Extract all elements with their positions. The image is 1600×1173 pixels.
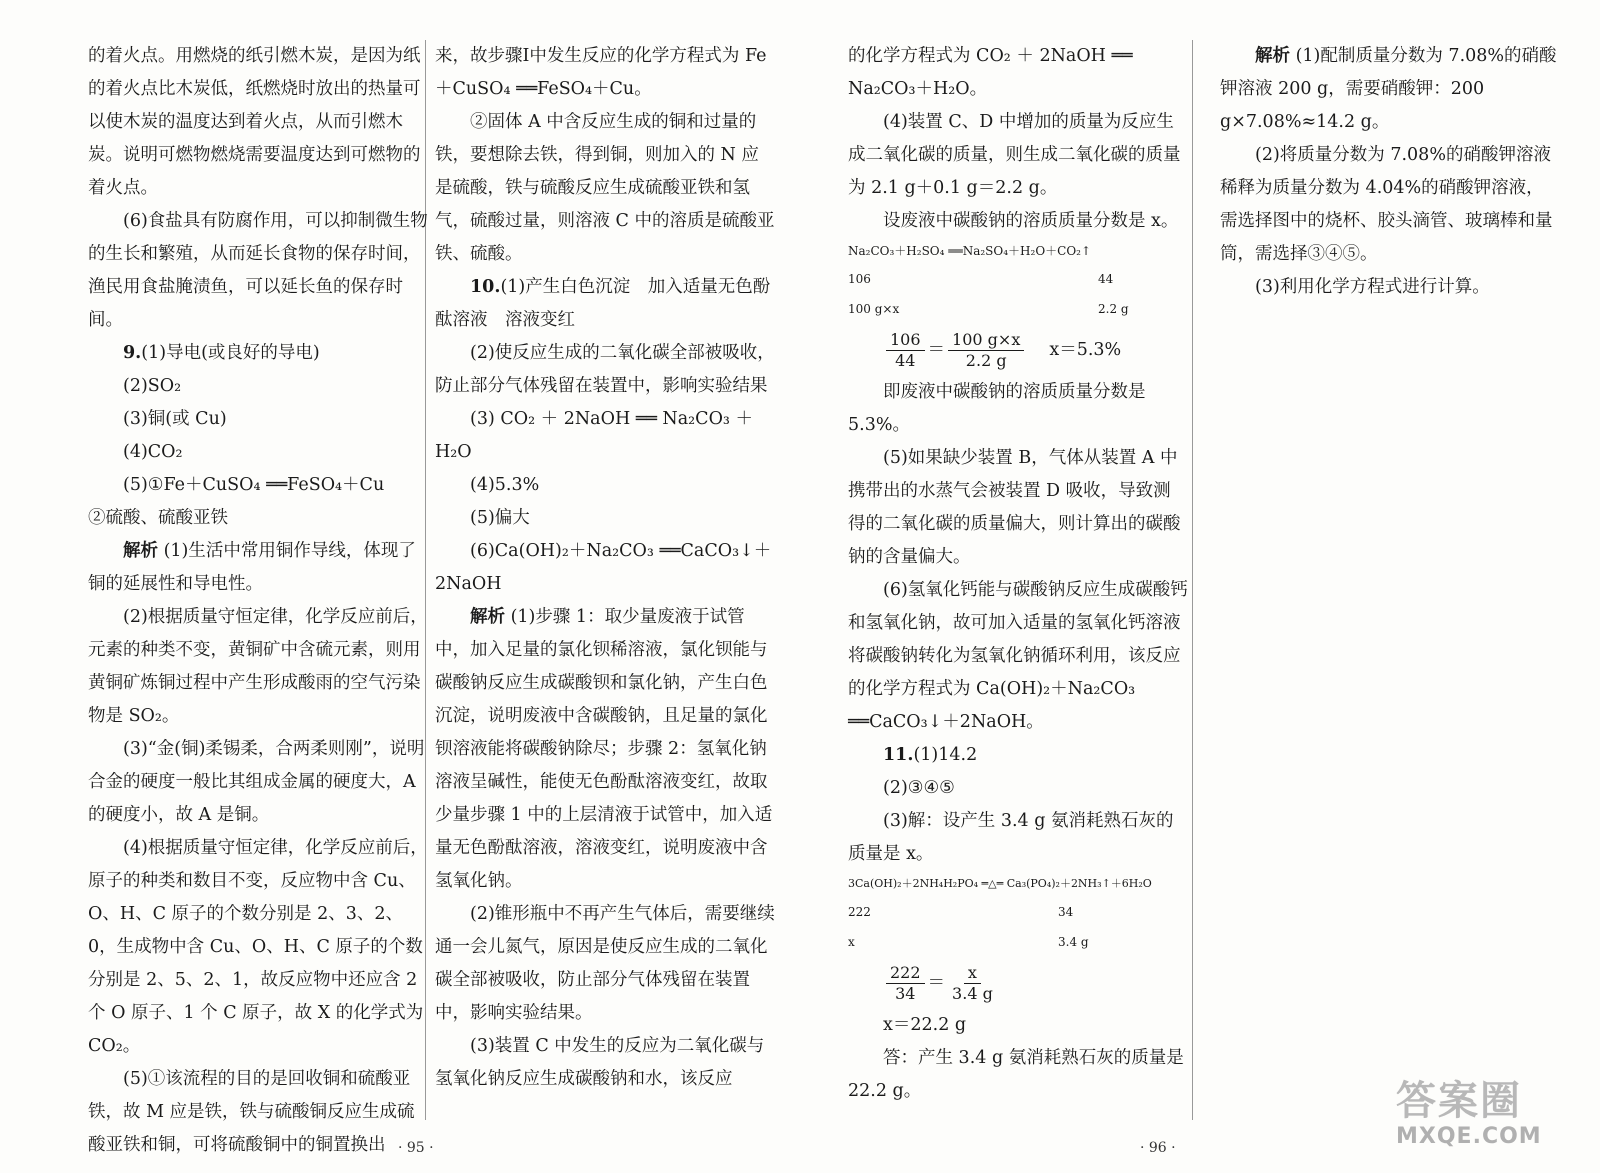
left-page-column-1: [88, 40, 428, 1162]
text-paragraph: (6)食盐具有防腐作用，可以抑制微生物的生长和繁殖，从而延长食物的保存时间，渔民用食盐腌渍鱼，可以延长鱼的保存时间。: [88, 211, 428, 330]
mass-value: 2.2 g: [1098, 302, 1129, 316]
equation-ratio-row: [848, 264, 1188, 294]
answer-10-5: (5)偏大: [470, 508, 530, 528]
analysis-11-3: (3)利用化学方程式进行计算。: [1255, 277, 1490, 297]
fraction: $\frac{222}{34}$: [886, 963, 925, 1004]
answer-9-5-2: ②硫酸、硫酸亚铁: [88, 508, 228, 528]
analysis-10-6: (6)氢氧化钙能与碳酸钠反应生成碳酸钙和氢氧化钠，故可加入适量的氢氧化钙溶液将碳酸钠转化为氢氧化钠循环利用，该反应的化学方程式为 Ca(OH)₂＋Na₂CO₃ ══CaCO₃↓＋2NaOH。: [848, 580, 1188, 732]
answer-9-3: (3)铜(或 Cu): [123, 409, 227, 429]
equation-mass-row: [848, 927, 1188, 957]
question-number-9: 9.: [123, 343, 142, 363]
analysis-10-4-result: 即废液中碳酸钠的溶质质量分数是 5.3%。: [848, 382, 1146, 435]
equation-ratio-row: [848, 897, 1188, 927]
analysis-10-4-set: 设废液中碳酸钠的溶质质量分数是 x。: [883, 211, 1179, 231]
analysis-10-2: (2)锥形瓶中不再产生气体后，需要继续通一会儿氮气，原因是使反应生成的二氧化碳全部被吸收，防止部分气体残留在装置中，影响实验结果。: [435, 904, 775, 1023]
answer-10-6: (6)Ca(OH)₂＋Na₂CO₃ ══CaCO₃↓＋2NaOH: [435, 541, 772, 594]
analysis-9-3: (3)“金(铜)柔锡柔，合两柔则刚”，说明合金的硬度一般比其组成金属的硬度大，A 的硬度小，故 A 是铜。: [88, 739, 425, 825]
watermark-logo: [1396, 1078, 1576, 1158]
answer-9-2: (2)SO₂: [123, 376, 182, 396]
ratio-value: 222: [848, 905, 871, 919]
proportion-equation: $\frac{106}{44}$ ＝ $\frac{100 g\times x}{2.2 g}$ x＝5.3%: [848, 324, 1188, 376]
answer-10-2: (2)使反应生成的二氧化碳全部被吸收，防止部分气体残留在装置中，影响实验结果: [435, 343, 775, 396]
right-page-column-2: [1220, 40, 1560, 304]
equation-mass-row: [848, 294, 1188, 324]
answer-10-1: 10.(1)产生白色沉淀 加入适量无色酚酞溶液 溶液变红: [435, 277, 771, 330]
fraction: $\frac{106}{44}$: [886, 330, 925, 371]
analysis-9-5: (5)①该流程的目的是回收铜和硫酸亚铁，故 M 应是铁，铁与硫酸铜反应生成硫酸亚铁和铜，可将硫酸铜中的铜置换出: [88, 1069, 415, 1155]
analysis-11-1: 解析 (1)配制质量分数为 7.08%的硝酸钾溶液 200 g，需要硝酸钾：200 g×7.08%≈14.2 g。: [1220, 46, 1557, 132]
equation-na2co3-h2so4: Na₂CO₃＋H₂SO₄ ══Na₂SO₄＋H₂O＋CO₂↑: [848, 244, 1092, 258]
answer-11-2: (2)③④⑤: [883, 778, 955, 798]
analysis-label: 解析: [1255, 46, 1290, 66]
proportion-equation: $\frac{222}{34}$ ＝ $\frac{x}{3.4 g}$: [848, 957, 1188, 1009]
fraction: $\frac{x}{3.4 g}$: [952, 962, 993, 1003]
question-number-11: 11.: [883, 745, 914, 765]
analysis-10-1: 解析 (1)步骤 1：取少量废液于试管中，加入足量的氯化钡稀溶液，氯化钡能与碳酸钠反应生成碳酸钡和氯化钠，产生白色沉淀，说明废液中含碳酸钠，且足量的氯化钡溶液能将碳酸钠除尽；步骤 2：氢氧化钠溶液呈碱性，能使无色酚酞溶液变红，故取少量步骤 1 中的上层清液于试管中，加入适量无色酚酞溶液，溶液变红，说明废液中含氢氧化钠。: [435, 607, 773, 891]
analysis-9-1: 解析 (1)生活中常用铜作导线，体现了铜的延展性和导电性。: [88, 541, 416, 594]
text-paragraph: 来，故步骤Ⅰ中发生反应的化学方程式为 Fe＋CuSO₄ ══FeSO₄＋Cu。: [435, 46, 767, 99]
left-page-column-2: [435, 40, 775, 1096]
right-page-column-divider: [1192, 40, 1193, 1120]
analysis-9-5-2: ②固体 A 中含反应生成的铜和过量的铁，要想除去铁，得到铜，则加入的 N 应是硫酸，铁与硫酸反应生成硫酸亚铁和氢气，硫酸过量，则溶液 C 中的溶质是硫酸亚铁、硫酸。: [435, 112, 775, 264]
fraction: $\frac{100 g\times x}{2.2 g}$: [948, 330, 1024, 371]
answer-10-3: (3) CO₂ ＋ 2NaOH ══ Na₂CO₃ ＋ H₂O: [435, 409, 753, 462]
analysis-10-3: (3)装置 C 中发生的反应为二氧化碳与氢氧化钠反应生成碳酸钠和水，该反应: [435, 1036, 765, 1089]
answer-11-1: 11.(1)14.2: [883, 745, 978, 765]
watermark-url: MXQE.COM: [1396, 1124, 1542, 1149]
equation-ca-oh-nh4: 3Ca(OH)₂＋2NH₄H₂PO₄ ═△═ Ca₃(PO₄)₂＋2NH₃↑＋6H₂O: [848, 877, 1152, 890]
analysis-9-4: (4)根据质量守恒定律，化学反应前后，原子的种类和数目不变，反应物中含 Cu、O、H、C 原子的个数分别是 2、3、2、0，生成物中含 Cu、O、H、C 原子的个数分别是 2、5、2、1，故反应物中还应含 2 个 O 原子、1 个 C 原子，故 X 的化学式为 CO₂。: [88, 838, 428, 1056]
analysis-label: 解析: [470, 607, 505, 627]
page-number-right: · 96 ·: [1140, 1140, 1176, 1156]
watermark-text: 答案圈: [1396, 1078, 1522, 1124]
analysis-10-5: (5)如果缺少装置 B，气体从装置 A 中携带出的水蒸气会被装置 D 吸收，导致测得的二氧化碳的质量偏大，则计算出的碳酸钠的含量偏大。: [848, 448, 1181, 567]
answer-11-3-conclusion: 答：产生 3.4 g 氨消耗熟石灰的质量是 22.2 g。: [848, 1048, 1184, 1101]
ratio-value: 34: [1058, 905, 1074, 919]
result-value: x＝22.2 g: [883, 1015, 967, 1035]
result-value: x＝5.3%: [1049, 339, 1122, 360]
answer-11-3: (3)解：设产生 3.4 g 氨消耗熟石灰的质量是 x。: [848, 811, 1174, 864]
answer-9-5: (5)①Fe＋CuSO₄ ══FeSO₄＋Cu: [123, 475, 385, 495]
answer-9-4: (4)CO₂: [123, 442, 183, 462]
right-page-column-1: [848, 40, 1188, 1108]
analysis-label: 解析: [123, 541, 158, 561]
mass-value: x: [848, 935, 855, 949]
analysis-9-2: (2)根据质量守恒定律，化学反应前后，元素的种类不变，黄铜矿中含硫元素，则用黄铜矿炼铜过程中产生形成酸雨的空气污染物是 SO₂。: [88, 607, 428, 726]
ratio-value: 44: [1098, 272, 1114, 286]
page-number-left: · 95 ·: [398, 1140, 434, 1156]
text-paragraph: 的着火点。用燃烧的纸引燃木炭，是因为纸的着火点比木炭低，纸燃烧时放出的热量可以使木炭的温度达到着火点，从而引燃木炭。说明可燃物燃烧需要温度达到可燃物的着火点。: [88, 46, 421, 198]
question-number-10: 10.: [470, 277, 501, 297]
mass-value: 3.4 g: [1058, 935, 1089, 949]
mass-value: 100 g×x: [848, 302, 900, 316]
ratio-value: 106: [848, 272, 871, 286]
text-paragraph: 的化学方程式为 CO₂ ＋ 2NaOH ══ Na₂CO₃＋H₂O。: [848, 46, 1133, 99]
analysis-11-2: (2)将质量分数为 7.08%的硝酸钾溶液稀释为质量分数为 4.04%的硝酸钾溶液，需选择图中的烧杯、胶头滴管、玻璃棒和量筒，需选择③④⑤。: [1220, 145, 1553, 264]
analysis-10-4: (4)装置 C、D 中增加的质量为反应生成二氧化碳的质量，则生成二氧化碳的质量为 2.1 g＋0.1 g＝2.2 g。: [848, 112, 1181, 198]
answer-10-4: (4)5.3%: [470, 475, 540, 495]
answer-9-1: 9.(1)导电(或良好的导电): [123, 343, 320, 363]
